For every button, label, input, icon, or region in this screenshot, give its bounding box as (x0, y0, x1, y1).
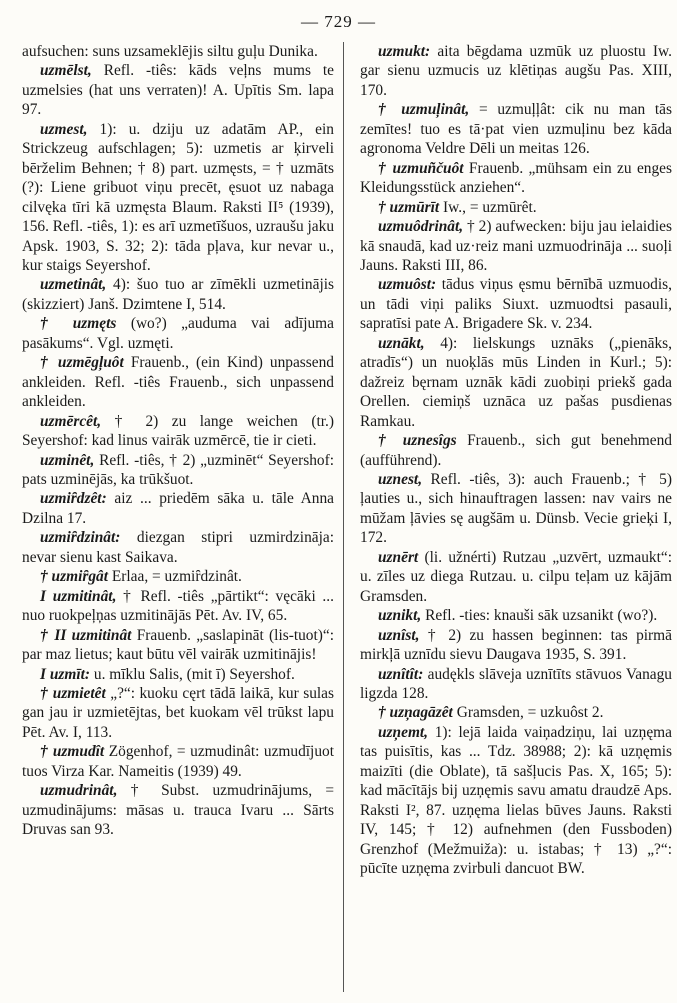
entry-text: 1): lejā laida vaiņadziņu, lai uzņęma tas puisītis, kas ... Tdz. 38988; 2): kā uzņęmis maizīti (die Oblate), tā sašļucis Pas. X, 165; 5): kad mācītājs bij uzņęmis savu amatu draudzē Aps. Raksti I², 87. uzņęma lielas būves Jauns. Raksti IV, 145; † 12) aufnehmen (den Fussboden) Grenzhof (Mežmuiža): u. istabas; † 13) „?“: pūcīte uzņęma zvirbuli dancuot BW. (360, 723, 672, 878)
dictionary-entry (360, 275, 672, 333)
entry-headword: uznērt (378, 548, 419, 566)
entry-text: Gramsden, = uzkuôst 2. (456, 704, 604, 722)
entry-text: Erlaa, = uzmiȓdzinât. (111, 568, 242, 586)
entry-text: † 2) zu hassen beginnen: tas pirmā mirkļā uznīdu sievu Daugava 1935, S. 391. (360, 626, 672, 664)
entry-text: † 2) zu lange weichen (tr.) Seyershof: kad linus vairāk uzmērcē, tie ir cieti. (22, 412, 334, 450)
entry-headword: I uzmīt: (40, 665, 91, 683)
entry-text: (wo?) „auduma vai adījuma pasākums“. Vgl. uzmęti. (22, 315, 334, 352)
dictionary-entry (22, 742, 334, 781)
dictionary-entry (360, 606, 672, 625)
dictionary-entry (360, 334, 672, 431)
entry-headword: uznikt, (378, 607, 422, 625)
dictionary-entry (22, 42, 334, 61)
dictionary-entry (22, 489, 334, 528)
dictionary-entry (22, 61, 334, 119)
entry-headword: uznest, (378, 470, 423, 488)
entry-headword: uznîst, (378, 626, 420, 644)
entry-text: = uzmuļļât: cik nu man tās zemītes! tuo es tā·pat vien uzmuļinu bez kāda agronoma Veldre Dēli un meitas 126. (360, 101, 672, 158)
dictionary-entry (22, 626, 334, 665)
entry-text: tādus viņus ęsmu bērnībā uzmuodis, un tādi viņi paliks Siuxt. uzmuodtsi pasauli, sapratīsi pate A. Brigadere Sk. v. 234. (360, 276, 672, 333)
dictionary-entry (360, 665, 672, 704)
entry-text: Frauenb. „saslapināt (lis-tuot)“: par maz lietus; kaut būtu vēl vairāk uzmitinājis! (22, 626, 334, 664)
dictionary-entry (360, 159, 672, 198)
dictionary-entry (22, 412, 334, 451)
dictionary-entry (22, 120, 334, 276)
dictionary-entry (360, 431, 672, 470)
entry-text: „?“: kuoku cęrt tādā laikā, kur sulas gan jau ir uzmietējtas, bet kuokam vēl trūkst lapu Pēt. Av. I, 113. (22, 684, 334, 741)
entry-headword: uzminêt, (40, 451, 95, 469)
entry-headword: uzmukt: (378, 43, 431, 60)
entry-text: † Refl. -tiês „pārtikt“: vęcāki ... nuo ruokpeļņas uzmitinājās Pēt. Av. IV, 65. (22, 587, 334, 625)
dictionary-entry (360, 42, 672, 100)
entry-headword: uzmēlst, (40, 62, 92, 80)
entry-text: Refl. -tiês: kāds veļns mums te uzmelsies (hat uns verraten)! A. Upītis Sm. lapa 97. (22, 62, 334, 119)
entry-text: Zögenhof, = uzmudinât: uzmudījuot tuos Virza Kar. Nameitis (1939) 49. (22, 743, 334, 780)
dictionary-entry (22, 314, 334, 353)
entry-headword: † uzmietêt (40, 684, 106, 702)
dictionary-entry (360, 470, 672, 548)
entry-text: aiz ... priedēm sāka u. tāle Anna Dzilna 17. (22, 490, 334, 527)
entry-text: aita bēgdama uzmūk uz pluostu Iw. gar sienu uzmucis uz klētiņas augšu Pas. XIII, 170. (360, 43, 672, 99)
dictionary-entry (22, 684, 334, 742)
entry-text: † 2) aufwecken: biju jau ielaidies kā snaudā, kad uz·reiz mani uzmuodrināja ... suoļi Jauns. Raksti III, 86. (360, 218, 672, 274)
entry-text: Refl. -ties: knauši sāk uzsanikt (wo?). (425, 607, 658, 625)
entry-text: Frauenb. „mühsam ein zu enges Kleidungsstück anziehen“. (360, 159, 672, 197)
dictionary-entry (22, 275, 334, 314)
dictionary-entry (360, 217, 672, 275)
dictionary-entry (22, 781, 334, 839)
dictionary-entry (22, 353, 334, 411)
entry-headword: uzmudrinât, (40, 782, 118, 800)
dictionary-entry (360, 198, 672, 217)
entry-headword: uzmuôst: (378, 276, 437, 294)
right-column (360, 42, 672, 997)
entry-headword: † uzmūrīt (378, 198, 440, 216)
entry-headword: uzmuôdrinât, (378, 218, 464, 236)
entry-headword: † uzņagāzêt (378, 704, 453, 722)
entry-headword: † uznesîgs (378, 432, 457, 450)
entry-text: (li. užnérti) Rutzau „uzvērt, uzmaukt“: u. zīles uz diega Rutzau. u. cilpu teļam uz kājām Gramsden. (360, 548, 672, 605)
entry-headword: † uzmēgļuôt (40, 354, 124, 372)
entry-text: 4): lielskungs uznāks („pienāks, atradīs“) un nuoķlās mūs Linden in Kurl.; 5): dažreiz bęrnam uznāk kādi zuobiņi priekš gada Orellen. ciemiņš uznāca uz pašas pusdienas Ramkau. (360, 334, 672, 430)
column-divider (343, 42, 344, 992)
dictionary-entry (360, 723, 672, 879)
entry-text: audękls slāveja uznītīts stāvuos Vanagu ligzda 128. (360, 665, 672, 702)
dictionary-entry (360, 100, 672, 158)
dictionary-entry (360, 626, 672, 665)
dictionary-entry (22, 665, 334, 684)
entry-headword: † uzmuñčuôt (378, 159, 464, 177)
entry-text: Frauenb., sich gut benehmend (aufführend). (360, 432, 672, 469)
entry-headword: † uzmiȓgât (40, 568, 108, 586)
entry-text: u. mīklu Salis, (mit ī) Seyershof. (93, 665, 295, 683)
left-column (22, 42, 334, 997)
dictionary-entry (22, 587, 334, 626)
entry-headword: uzmērcêt, (40, 412, 102, 430)
entry-text: Refl. -tiês, 3): auch Frauenb.; † 5) ļauties u., sich hinauftragen lassen: nav vairs ne mūžam ļāvies sę augšām u. Dünsb. Vecie grieķi I, 172. (360, 470, 672, 547)
entry-headword: uzņemt, (378, 723, 429, 741)
dictionary-entry (22, 451, 334, 490)
entry-text: Iw., = uzmūrêt. (443, 198, 537, 216)
entry-headword: uzmiȓdzêt: (40, 490, 107, 508)
entry-headword: † uzmudît (40, 743, 105, 761)
entry-text: aufsuchen: suns uzsameklējis siltu guļu Dunika. (22, 43, 318, 60)
entry-headword: I uzmitinât, (40, 587, 117, 605)
entry-text: diezgan stipri uzmirdzināja: nevar sienu kast Saikava. (22, 529, 334, 566)
entry-text: Frauenb., (ein Kind) unpassend ankleiden. Refl. -tiês Frauenb., sich unpassend ankleiden. (22, 354, 334, 411)
entry-text: 1): u. dziju uz adatām AP., ein Strickzeug aufschlagen; 5): uzmetis ar ķirveli bērželim Behnen; † 8) part. uzmęsts, = † uzmāts (?): Liene gribuot viņu precēt, ęsuot uz nabaga cilvęka tīri kā uzmęsta Blaum. Raksti II⁵ (1939), 156. Refl. -tiês, 1): es arī uzmetīšuos, uzraušu jaku Apsk. 1903, S. 32; 2): tāda pļava, kur nevar u., kur staigs Seyershof. (22, 120, 334, 274)
entry-headword: uznākt, (378, 334, 425, 352)
entry-headword: uzmest, (40, 120, 88, 138)
entry-headword: † uzmuļinât, (378, 101, 470, 119)
entry-headword: uzmetinât, (40, 276, 107, 294)
dictionary-entry (360, 703, 672, 722)
entry-text: Refl. -tiês, † 2) „uzminēt“ Seyershof: pats uzminējās, ka trūkšuot. (22, 451, 334, 488)
entry-text: 4): šuo tuo ar zīmēkli uzmetinājis (skizziert) Janš. Dzimtene I, 514. (22, 276, 334, 313)
dictionary-entry (360, 548, 672, 606)
entry-headword: † uzmęts (40, 315, 117, 333)
entry-text: † Subst. uzmudrinājums, = uzmudinājums: māsas u. trauca Ivaru ... Sārts Druvas san 93. (22, 782, 334, 839)
entry-headword: † II uzmitinât (40, 626, 132, 644)
dictionary-entry (22, 567, 334, 586)
dictionary-entry (22, 528, 334, 567)
entry-headword: uzmiȓdzinât: (40, 529, 121, 547)
entry-headword: uznîtît: (378, 665, 424, 683)
page-number: — 729 — (301, 12, 376, 31)
